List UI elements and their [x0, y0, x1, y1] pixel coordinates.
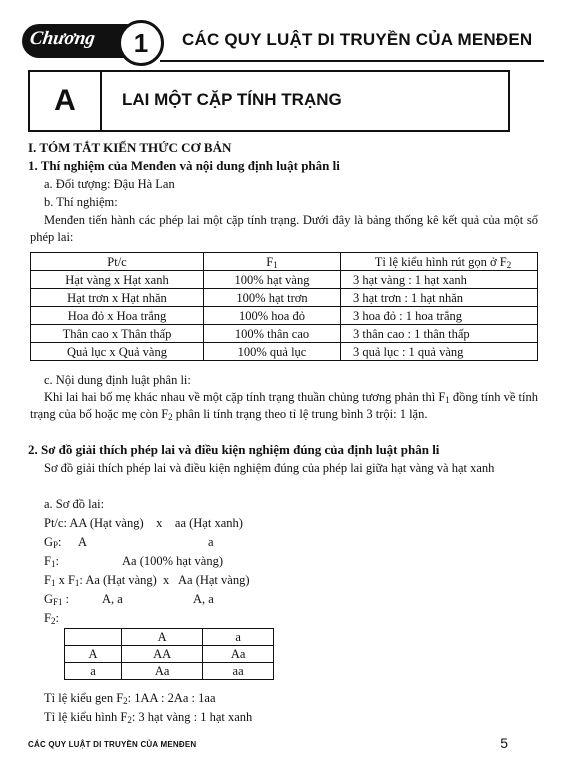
- table-row: [31, 271, 538, 289]
- results-table: [30, 252, 538, 361]
- content-text: F: [438, 390, 446, 404]
- f1xf1-text: : Aa (Hạt vàng) x Aa (Hạt vàng): [79, 573, 250, 587]
- table-cell: Hạt trơn x Hạt nhăn: [31, 289, 204, 307]
- table-header-cell: Pt/c: [31, 253, 204, 271]
- ratio-sub: 2: [127, 715, 132, 725]
- content-text: Khi lai hai bố mẹ khác nhau về một cặp tính trạng thuần chủng tương phản thì: [44, 390, 436, 404]
- s2-title: 2. Sơ đồ giải thích phép lai và điều kiện nghiệm đúng của định luật phân li: [28, 442, 440, 457]
- table-header-cell: [204, 253, 341, 271]
- section-box: [28, 70, 510, 132]
- table-cell: 3 hạt vàng : 1 hạt xanh: [341, 271, 538, 289]
- table-cell: 100% hạt trơn: [204, 289, 341, 307]
- table-row: [65, 663, 274, 680]
- table-cell: a: [203, 629, 274, 646]
- table-cell: Thân cao x Thân thấp: [31, 325, 204, 343]
- table-header-row: [31, 253, 538, 271]
- content-text: đồng tính về tính trạng của bố hoặc mẹ còn F: [30, 390, 538, 421]
- table-row: [31, 307, 538, 325]
- table-cell: Aa: [122, 663, 203, 680]
- s2-intro: Sơ đồ giải thích phép lai và điều kiện nghiệm đúng của phép lai giữa hạt vàng và hạt xanh: [44, 461, 495, 475]
- f1xf1-sub: 1: [74, 578, 80, 588]
- s2-gp-label: $G_P$:: [44, 535, 62, 550]
- table-header-cell: [341, 253, 538, 271]
- header-text: Tỉ lệ kiểu hình rút gọn ở F: [374, 254, 507, 269]
- gf1-text: G: [44, 592, 54, 606]
- section-title: LAI MỘT CẶP TÍNH TRẠNG: [122, 90, 342, 109]
- f1xf1-sub: 1: [50, 578, 56, 588]
- table-cell: 100% hạt vàng: [204, 271, 341, 289]
- content-text: phân li tính trạng theo tỉ lệ trung bình 3 trội: 1 lặn.: [172, 406, 428, 421]
- s1-title: 1. Thí nghiệm của Menđen và nội dung định luật phân li: [28, 158, 340, 173]
- table-cell: 100% hoa đỏ: [204, 307, 341, 325]
- section-letter: A: [30, 72, 102, 130]
- gf1-sub: F1: [53, 597, 63, 607]
- header-sub: 1: [273, 259, 278, 270]
- heading-summary: I. TÓM TẮT KIẾN THỨC CƠ BẢN: [28, 140, 232, 155]
- f2-text: F: [44, 611, 51, 625]
- table-cell: Quả lục x Quả vàng: [31, 343, 204, 361]
- s1-content-paragraph: [30, 389, 538, 422]
- gp-text: G: [44, 535, 54, 549]
- table-cell: 3 quả lục : 1 quả vàng: [341, 343, 538, 361]
- table-cell: A: [122, 629, 203, 646]
- table-row: [31, 325, 538, 343]
- page-number: 5: [500, 735, 508, 751]
- s2-gf1-value: A, a: [102, 592, 123, 606]
- table-cell: Hoa đỏ x Hoa trắng: [31, 307, 204, 325]
- content-sub: 2: [168, 411, 173, 422]
- table-cell: [65, 629, 122, 646]
- ratio-text: : 1AA : 2Aa : 1aa: [127, 691, 216, 705]
- table-row: [31, 343, 538, 361]
- footer-title: CÁC QUY LUẬT DI TRUYỀN CỦA MENĐEN: [28, 740, 197, 749]
- chapter-number: 1: [118, 20, 164, 66]
- header-text: F: [266, 254, 274, 269]
- f1-text: F: [44, 554, 51, 568]
- table-cell: aa: [203, 663, 274, 680]
- chapter-title: CÁC QUY LUẬT DI TRUYỀN CỦA MENĐEN: [182, 30, 533, 49]
- s2-f1xf1: [44, 572, 250, 588]
- ratio-sub: 2: [123, 696, 128, 706]
- s2-phenotype-ratio: [44, 709, 252, 725]
- s2-diagram-heading: a. Sơ đồ lai:: [44, 497, 105, 511]
- chapter-word: Chương: [28, 28, 97, 49]
- f2-sub: 2: [50, 616, 56, 626]
- table-cell: AA: [122, 646, 203, 663]
- s1-experiment: b. Thí nghiệm:: [44, 195, 118, 209]
- s2-genotype-ratio: [44, 690, 216, 706]
- chapter-rule: [160, 60, 544, 62]
- ratio-text: : 3 hạt vàng : 1 hạt xanh: [131, 710, 253, 724]
- s2-gp-value: a: [208, 535, 214, 549]
- table-cell: 100% quả lục: [204, 343, 341, 361]
- header-sub: 2: [506, 259, 512, 270]
- table-cell: a: [65, 663, 122, 680]
- table-cell: 3 hạt trơn : 1 hạt nhăn: [341, 289, 538, 307]
- s2-ptc: Pt/c: AA (Hạt vàng) x aa (Hạt xanh): [44, 516, 243, 530]
- s2-gf1-label: $G_{F1}$ :: [44, 592, 70, 607]
- f1xf1-text: F: [44, 573, 51, 587]
- punnett-square: [64, 628, 274, 680]
- s2-f1-label: $F_1$:: [44, 554, 59, 569]
- table-cell: Aa: [203, 646, 274, 663]
- s1-intro: Menđen tiến hành các phép lai một cặp tính trạng. Dưới đây là bảng thống kê kết quả của một số phép lai:: [30, 213, 538, 244]
- content-sub: 1: [445, 395, 450, 405]
- s1-content-heading: c. Nội dung định luật phân li:: [44, 373, 191, 387]
- table-cell: A: [65, 646, 122, 663]
- gp-sub: P: [53, 540, 59, 550]
- s2-gf1-value: A, a: [193, 592, 214, 606]
- ratio-text: Tỉ lệ kiểu gen F: [44, 691, 124, 705]
- table-cell: 3 thân cao : 1 thân thấp: [341, 325, 538, 343]
- table-cell: 100% thân cao: [204, 325, 341, 343]
- table-row: [65, 646, 274, 663]
- table-row: [65, 629, 274, 646]
- table-cell: Hạt vàng x Hạt xanh: [31, 271, 204, 289]
- f1xf1-text: x F: [55, 573, 75, 587]
- table-row: [31, 289, 538, 307]
- ratio-text: Tỉ lệ kiểu hình F: [44, 710, 128, 724]
- s2-f2-label: $F_2$:: [44, 611, 59, 626]
- f1-sub: 1: [50, 559, 56, 569]
- chapter-header: [22, 18, 544, 64]
- s2-gp-value: A: [78, 535, 88, 549]
- s1-object: a. Đối tượng: Đậu Hà Lan: [44, 177, 175, 191]
- table-cell: 3 hoa đỏ : 1 hoa trắng: [341, 307, 538, 325]
- s2-f1-value: Aa (100% hạt vàng): [122, 554, 224, 568]
